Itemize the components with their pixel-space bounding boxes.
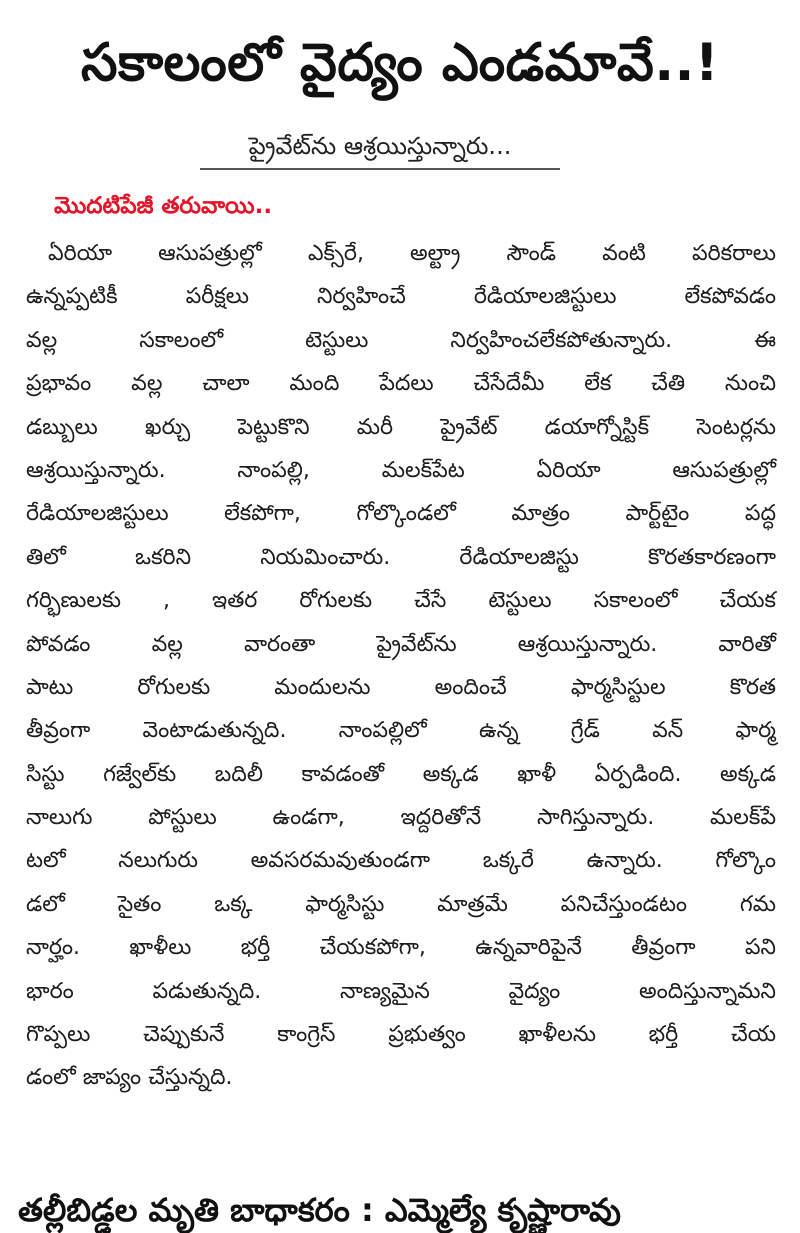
article-line: డంలో జాప్యం చేస్తున్నది. bbox=[26, 1065, 233, 1091]
subheadline: ప్రైవేట్‌ను ఆశ్రయిస్తున్నారు... bbox=[248, 132, 512, 160]
article-line: ఉన్నప్పటికీ పరీక్షలు నిర్వహించే రేడియాలజిస్టులు లేకపోవడం bbox=[26, 284, 776, 310]
article-line: డలో సైతం ఒక్క ఫార్మసిస్టు మాత్రమే పనిచేస్తుండటం గమ bbox=[26, 891, 776, 917]
article-body bbox=[26, 232, 776, 1100]
article-line: పాటు రోగులకు మందులను అందించే ఫార్మసిస్టుల కొరత bbox=[26, 674, 776, 700]
article-line: టలో నలుగురు అవసరమవుతుండగా ఒక్కరే ఉన్నారు. గోల్కొం bbox=[26, 848, 776, 874]
article-line: వల్ల సకాలంలో టెస్టులు నిర్వహించలేకపోతున్నారు. ఈ bbox=[26, 327, 776, 353]
next-article-headline: తల్లీబిడ్డల మృతి బాధాకరం : ఎమ్మెల్యే కృష్ణారావు bbox=[18, 1191, 621, 1229]
article-line: నార్హం. ఖాళీలు భర్తీ చేయకపోగా, ఉన్నవారిపైనే తీవ్రంగా పని bbox=[26, 935, 776, 961]
article-line: గర్భిణులకు , ఇతర రోగులకు చేసే టెస్టులు సకాలంలో చేయక bbox=[26, 588, 776, 614]
article-line: తీవ్రంగా వెంటాడుతున్నది. నాంపల్లిలో ఉన్న గ్రేడ్ వన్ ఫార్మ bbox=[26, 718, 776, 744]
article-line: సిస్టు గజ్వేల్‌కు బదిలీ కావడంతో అక్కడ ఖాళీ ఏర్పడింది. అక్కడ bbox=[26, 761, 776, 787]
article-line: పోవడం వల్ల వారంతా ప్రైవేట్‌ను ఆశ్రయిస్తున్నారు. వారితో bbox=[26, 631, 776, 657]
article-line: డబ్బులు ఖర్చు పెట్టుకొని మరీ ప్రైవేట్ డయాగ్నోస్టిక్ సెంటర్లను bbox=[26, 414, 776, 440]
headline: సకాలంలో వైద్యం ఎండమావే..! bbox=[80, 33, 720, 93]
article-line: రేడియాలజిస్టులు లేకపోగా, గోల్కొండలో మాత్రం పార్ట్‌టైం పద్ధ bbox=[26, 501, 776, 527]
article-line: ఆశ్రయిస్తున్నారు. నాంపల్లి, మలక్‌పేట ఏరియా ఆసుపత్రుల్లో bbox=[26, 457, 776, 483]
article-line: నాలుగు పోస్టులు ఉండగా, ఇద్దరితోనే సాగిస్తున్నారు. మలక్‌పే bbox=[26, 805, 776, 831]
continued-from-front-page-label: మొదటిపేజీ తరువాయి.. bbox=[54, 193, 273, 219]
article-line: ఏరియా ఆసుపత్రుల్లో ఎక్స్‌రే, అల్ట్రా సౌండ్ వంటి పరికరాలు bbox=[48, 241, 776, 266]
subheadline-block bbox=[200, 128, 560, 170]
subheadline-underline bbox=[200, 168, 560, 170]
article-line: భారం పడుతున్నది. నాణ్యమైన వైద్యం అందిస్తున్నామని bbox=[26, 978, 776, 1004]
article-line: ప్రభావం వల్ల చాలా మంది పేదలు చేసేదేమీ లేక చేతి నుంచి bbox=[26, 371, 776, 397]
article-line: తిలో ఒకరిని నియమించారు. రేడియాలజిస్టు కొరతకారణంగా bbox=[26, 544, 776, 570]
article-line: గొప్పలు చెప్పుకునే కాంగ్రెస్ ప్రభుత్వం ఖాళీలను భర్తీ చేయ bbox=[26, 1022, 776, 1048]
